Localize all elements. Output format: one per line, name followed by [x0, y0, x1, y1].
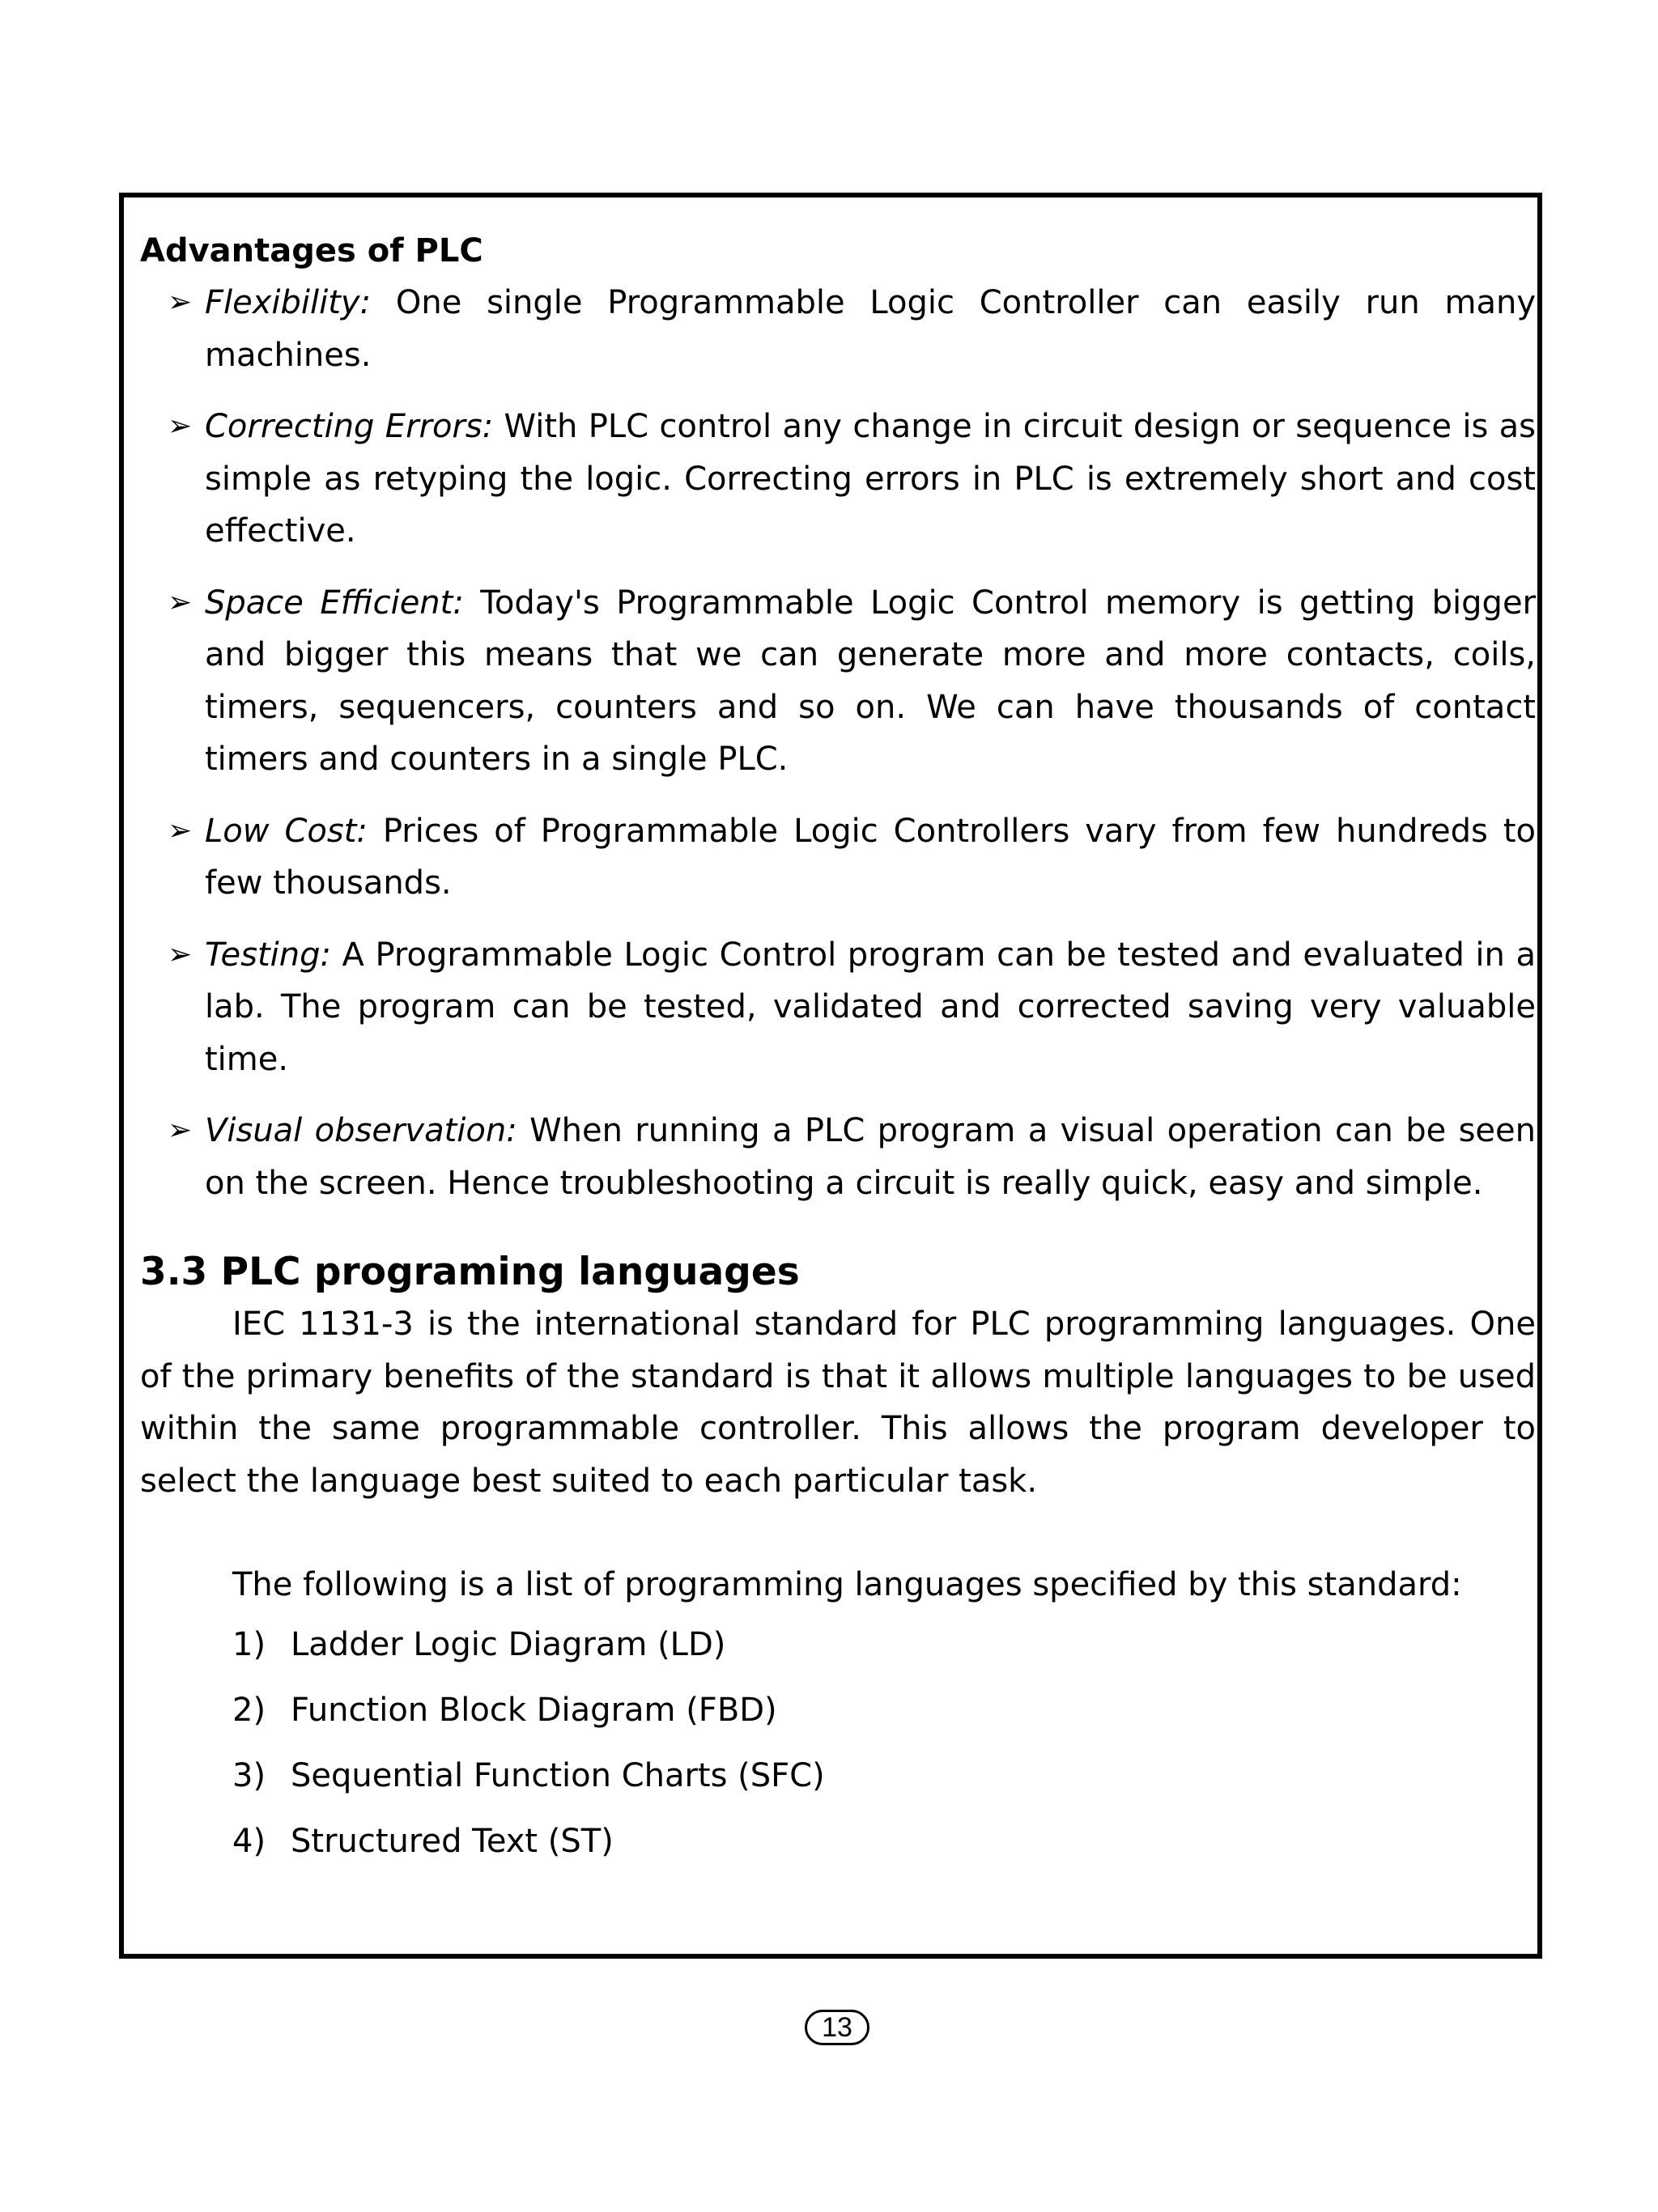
list-item	[140, 1105, 1536, 1209]
list-item	[232, 1750, 1536, 1802]
advantage-term: Flexibility:	[205, 284, 372, 321]
list-item	[140, 401, 1536, 558]
advantages-list	[140, 277, 1536, 1209]
page-number: 13	[805, 2010, 869, 2045]
bullet-arrow-icon: ➢	[168, 813, 193, 847]
advantage-text: A Programmable Logic Control program can be tested and evaluated in a lab. The program can be tested, validated and corrected saving very valuable time.	[205, 936, 1536, 1078]
advantage-text: Prices of Programmable Logic Controllers vary from few hundreds to few thousands.	[205, 812, 1537, 902]
list-number: 1)	[232, 1626, 266, 1663]
bullet-arrow-icon: ➢	[168, 585, 193, 619]
list-item	[140, 277, 1536, 381]
advantages-title: Advantages of PLC	[140, 232, 483, 270]
advantage-term: Low Cost:	[205, 812, 368, 850]
list-number: 3)	[232, 1757, 266, 1794]
bullet-arrow-icon: ➢	[168, 937, 193, 971]
list-item	[232, 1815, 1536, 1867]
bullet-arrow-icon: ➢	[168, 286, 193, 319]
advantage-term: Correcting Errors:	[205, 408, 494, 445]
languages-list	[232, 1619, 1536, 1867]
advantage-text: Today's Programmable Logic Control memory is getting bigger and bigger this means that we can generate more and more contacts, coils, timers, sequencers, counters and so on. We can have thousands of contact timers and counters in a single PLC.	[205, 584, 1537, 778]
list-item	[232, 1684, 1536, 1736]
bullet-arrow-icon: ➢	[168, 1114, 193, 1147]
language-label: Ladder Logic Diagram (LD)	[291, 1626, 726, 1663]
list-number: 4)	[232, 1823, 266, 1860]
page-content	[140, 225, 1536, 1881]
advantage-text: One single Programmable Logic Controller can easily run many machines.	[205, 284, 1536, 374]
language-label: Structured Text (ST)	[291, 1823, 614, 1860]
list-item	[232, 1619, 1536, 1671]
advantage-text: With PLC control any change in circuit design or sequence is as simple as retyping the logic. Correcting errors in PLC is extremely short and cost effective.	[205, 408, 1537, 550]
list-item	[140, 577, 1536, 786]
list-number: 2)	[232, 1692, 266, 1729]
advantage-text: When running a PLC program a visual operation can be seen on the screen. Hence troubleshooting a circuit is really quick, easy and simple.	[205, 1112, 1536, 1202]
list-item	[140, 929, 1536, 1086]
language-label: Function Block Diagram (FBD)	[291, 1692, 777, 1729]
languages-intro: The following is a list of programming languages specified by this standard:	[232, 1566, 1462, 1603]
advantage-term: Space Efficient:	[205, 584, 464, 622]
language-label: Sequential Function Charts (SFC)	[291, 1757, 825, 1794]
advantage-term: Testing:	[205, 936, 331, 974]
bullet-arrow-icon: ➢	[168, 410, 193, 443]
section-paragraph: IEC 1131-3 is the international standard for PLC programming languages. One of the primary benefits of the standard is that it allows multiple languages to be used within the same programmable controller. This allows the program developer to select the language best suited to each particular task.	[140, 1306, 1536, 1500]
advantage-term: Visual observation:	[205, 1112, 517, 1149]
list-item	[140, 805, 1536, 910]
section-heading: 3.3 PLC programing languages	[140, 1250, 800, 1294]
